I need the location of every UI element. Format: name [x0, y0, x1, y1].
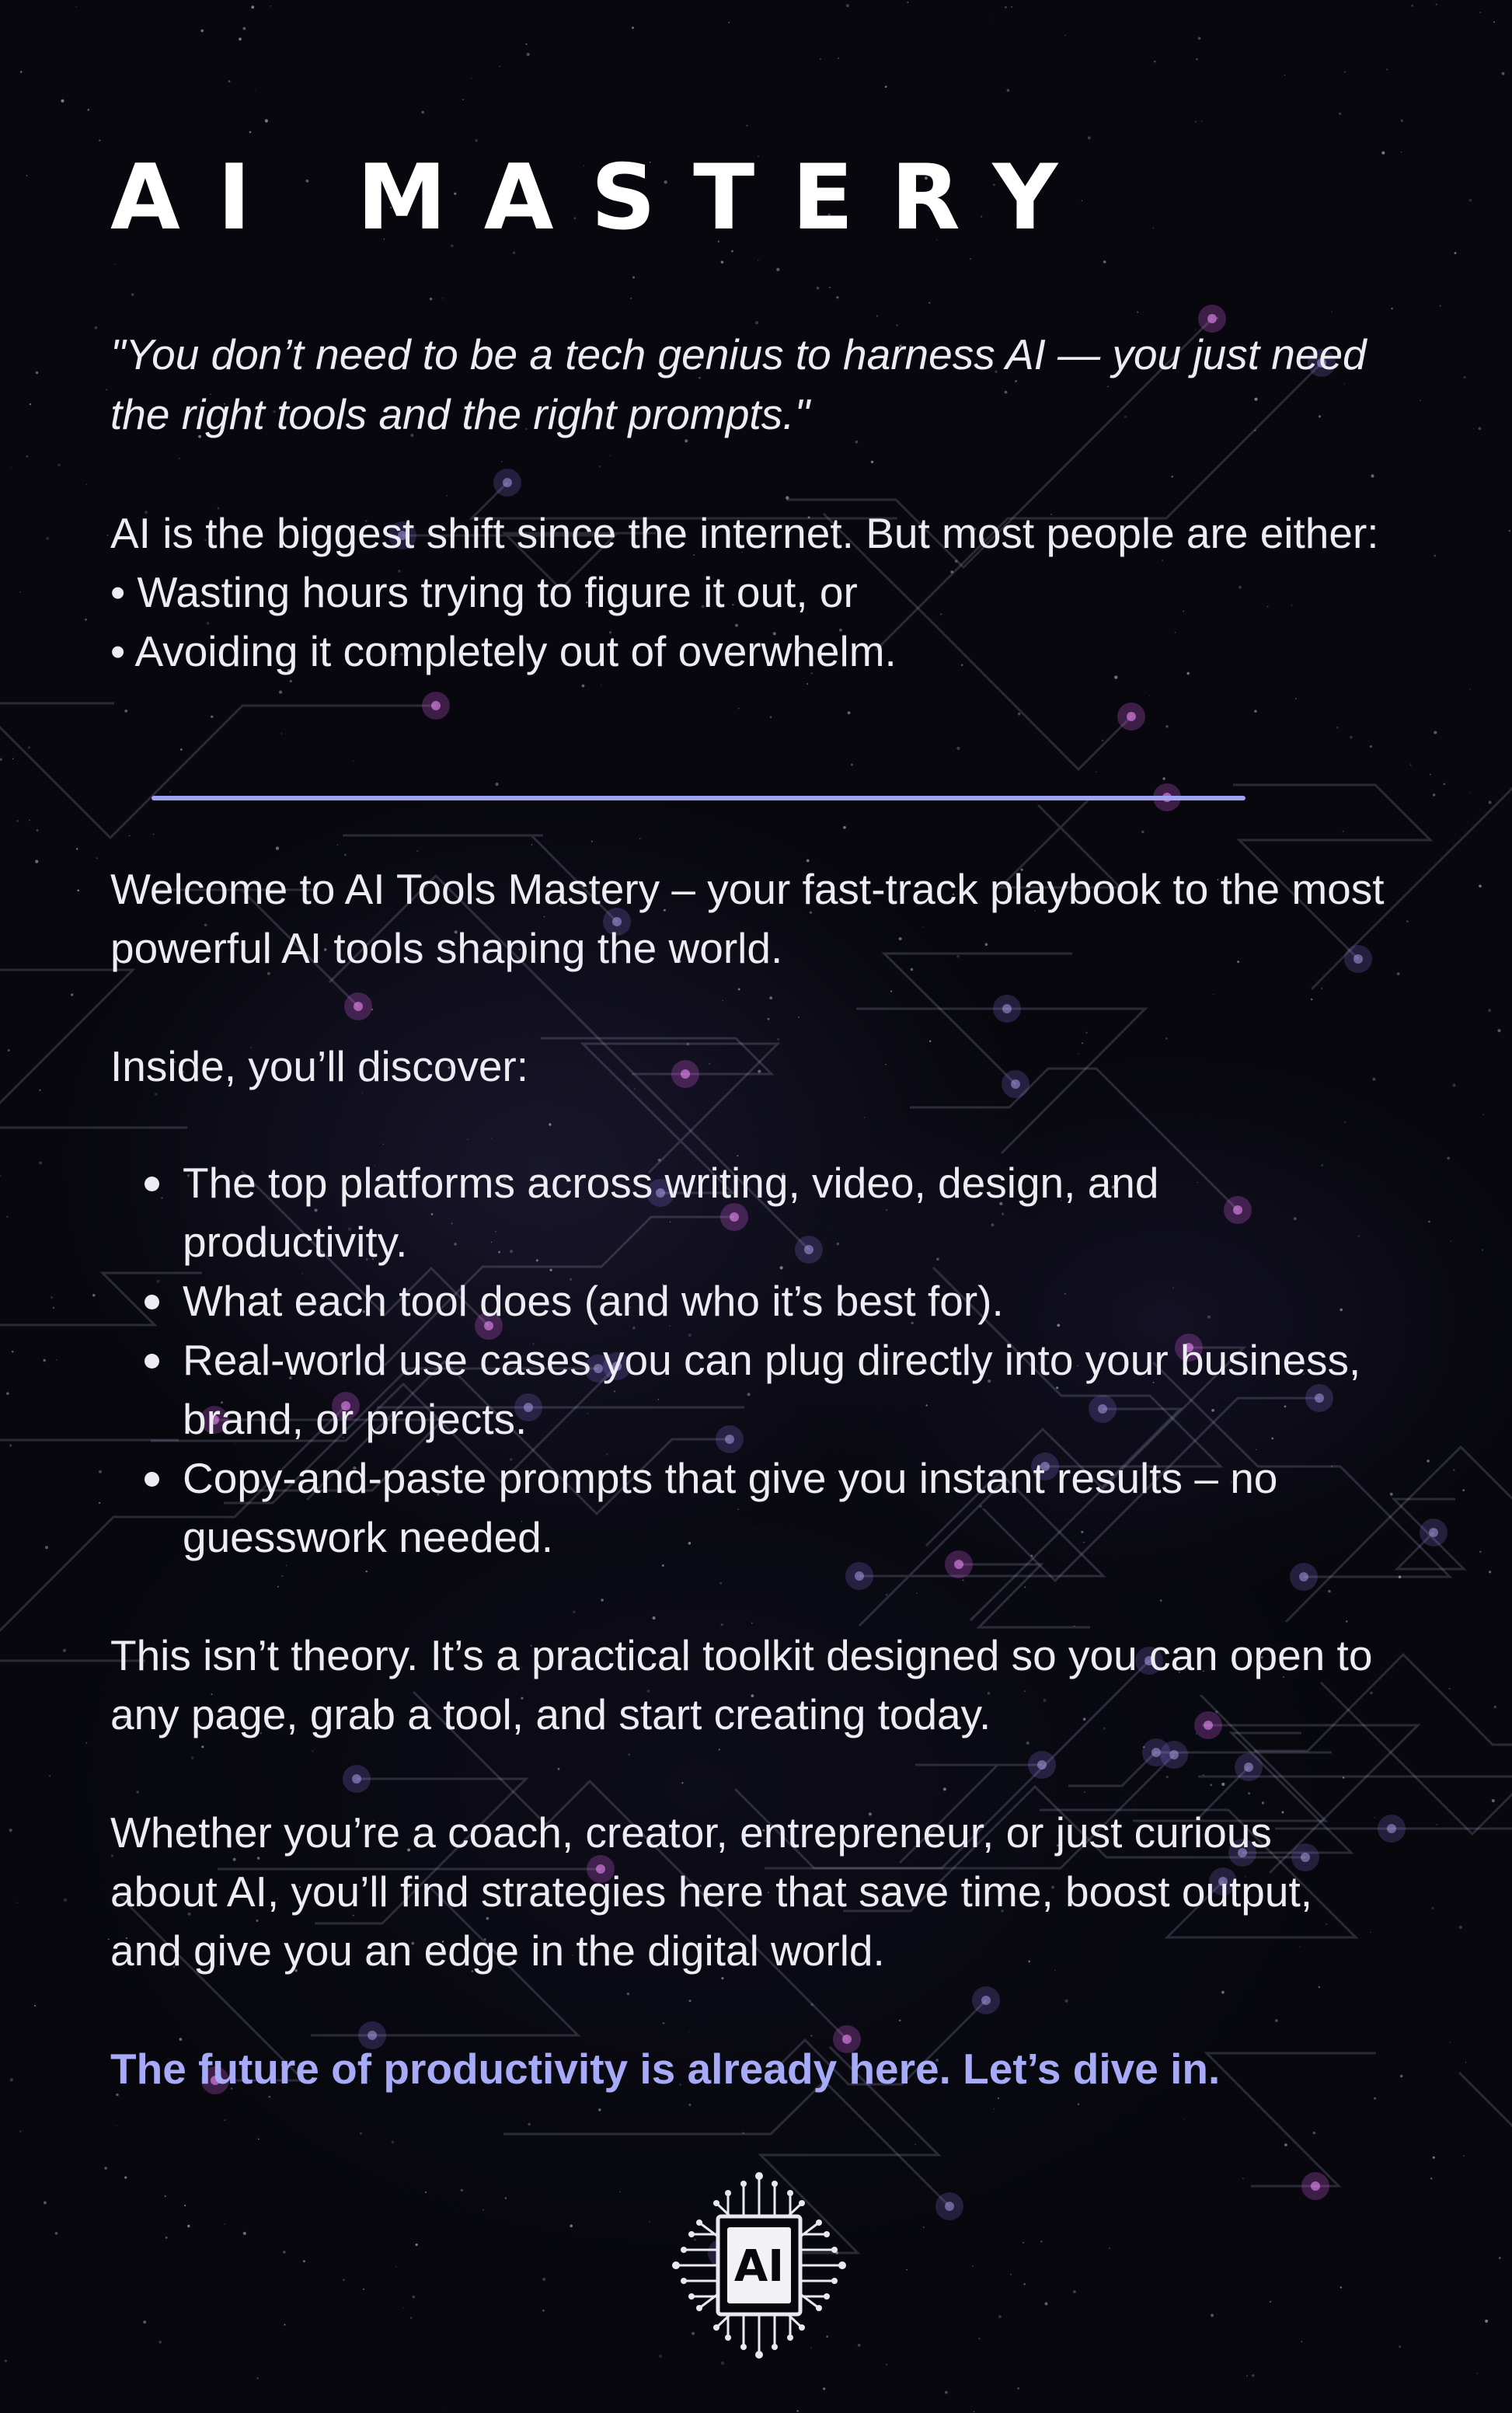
intro-point: • Wasting hours trying to figure it out, or	[110, 568, 858, 616]
discover-list	[110, 1153, 1385, 1567]
list-item: The top platforms across writing, video, design, and productivity.	[110, 1153, 1385, 1271]
list-item: Copy-and-paste prompts that give you instant results – no guesswork needed.	[110, 1449, 1385, 1567]
call-to-action: The future of productivity is already here. Let’s dive in.	[110, 2045, 1221, 2093]
inside-label: Inside, you’ll discover:	[110, 1042, 529, 1090]
audience-paragraph: Whether you’re a coach, creator, entrepreneur, or just curious about AI, you’ll find strategies here that save time, boost output, and give you an edge in the digital world.	[110, 1808, 1313, 1975]
page-title: AI MASTERY	[110, 145, 1096, 250]
practical-paragraph: This isn’t theory. It’s a practical toolkit designed so you can open to any page, grab a tool, and start creating today.	[110, 1631, 1373, 1738]
list-item: Real-world use cases you can plug directly into your business, brand, or projects.	[110, 1330, 1385, 1449]
welcome-paragraph: Welcome to AI Tools Mastery – your fast-track playbook to the most powerful AI tools shaping the world.	[110, 865, 1385, 972]
ai-chip-icon	[670, 2168, 848, 2362]
intro-lead: AI is the biggest shift since the internet. But most people are either:	[110, 509, 1379, 557]
intro-paragraph	[110, 504, 1385, 681]
logo-text: AI	[733, 2241, 785, 2292]
list-item: What each tool does (and who it’s best for).	[110, 1271, 1385, 1330]
intro-quote: "You don’t need to be a tech genius to harness AI — you just need the right tools and the right prompts."	[110, 330, 1367, 438]
intro-point: • Avoiding it completely out of overwhelm.	[110, 627, 897, 675]
section-divider	[152, 796, 1245, 800]
